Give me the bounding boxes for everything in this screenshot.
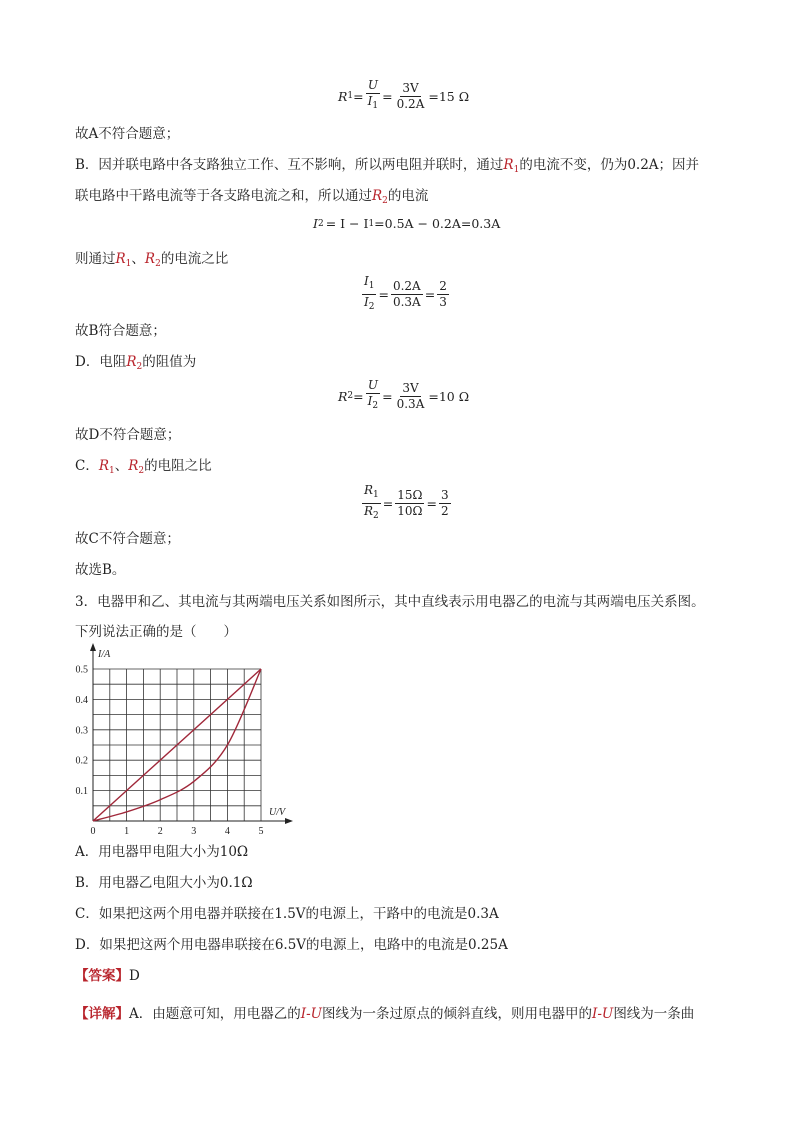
text: 的电流: [387, 188, 429, 204]
var: R: [372, 188, 383, 204]
fraction: [395, 381, 427, 412]
var: R: [98, 458, 110, 474]
var: R: [115, 251, 126, 267]
text: 、: [131, 251, 145, 267]
answer-value: D: [129, 968, 140, 984]
equation-resistance-ratio: $\frac{R_1}{R_2}$ = $\frac{15\Omega}{10\Omega}$ = $\frac{3}{2}$: [360, 483, 453, 524]
frac-den: 0.3A: [396, 396, 425, 411]
x-tick-label: 0: [90, 826, 96, 837]
y-axis-label: I/A: [98, 649, 111, 660]
var-sub: 2: [138, 466, 145, 476]
var-sub: 1: [109, 466, 115, 476]
fraction: [395, 488, 424, 519]
var: R: [144, 251, 156, 267]
var: R: [128, 458, 139, 474]
paragraph-b-line2: [75, 186, 428, 211]
frac-den: 0.3A: [392, 295, 421, 309]
text-choose-b: 故选B。: [75, 562, 126, 578]
text: 的电流不变，仍为0.2A；因并: [519, 157, 700, 173]
text: 图线为一条过原点的倾斜直线，则用电器甲的: [322, 1006, 593, 1022]
answer-line: [75, 966, 140, 986]
eq-sub: 2: [347, 391, 354, 401]
frac-num: U: [367, 378, 378, 392]
frac-num: 2: [439, 279, 447, 293]
var: R: [503, 157, 514, 173]
paragraph-d: [75, 352, 196, 377]
paragraph-c: [75, 456, 212, 481]
fraction: [395, 81, 427, 112]
detail-line: [75, 1004, 694, 1024]
eq-rest: =0.5A − 0.2A=0.3A: [374, 216, 501, 231]
var-sub: 1: [125, 259, 132, 269]
option-a: A．用电器甲电阻大小为10Ω: [75, 844, 249, 860]
detail-label: 【详解】: [75, 1006, 129, 1022]
question-3-line2: 下列说法正确的是（ ）: [75, 624, 237, 640]
frac-num: U: [367, 78, 378, 92]
frac-num: 15Ω: [397, 488, 423, 502]
fraction: [366, 78, 380, 114]
x-tick-label: 1: [124, 826, 130, 837]
fraction: [362, 274, 376, 315]
question-3-line1: 3．电器甲和乙、其电流与其两端电压关系如图所示，其中直线表示用电器乙的电流与其两端电压关系图。: [75, 594, 705, 610]
eq-var: R: [338, 388, 348, 404]
frac-num: 3V: [402, 380, 419, 395]
fraction: [437, 279, 449, 310]
text-a-not-match: 故A不符合题意；: [75, 126, 180, 142]
frac-den: R: [364, 504, 374, 518]
iu-term: I-U: [592, 1006, 614, 1022]
x-tick-label: 2: [157, 826, 163, 837]
eq-sub: 2: [372, 401, 379, 411]
text: 图线为一条曲: [613, 1006, 695, 1022]
equation-current-ratio: $\frac{I_1}{I_2}$ = $\frac{0.2A}{0.3A}$ = $\frac{2}{3}$: [360, 274, 451, 315]
equation-r1: R 1 = $\frac{U}{I_1}$ = $\frac{3V}{0.2A}$ = 15 Ω: [338, 78, 469, 114]
text: 的电阻之比: [144, 458, 212, 474]
option-d: D．如果把这两个用电器串联接在6.5V的电源上，电路中的电流是0.25A: [75, 937, 508, 953]
eq-sub: 2: [317, 218, 324, 229]
frac-num: I: [364, 274, 369, 288]
frac-den: I: [367, 94, 373, 108]
text: C．: [75, 458, 99, 474]
var-sub: 2: [382, 196, 388, 206]
text-b-match: 故B符合题意；: [75, 323, 166, 339]
frac-den: 3: [439, 295, 447, 309]
var-sub: 2: [155, 259, 161, 269]
x-axis-arrow: [285, 818, 293, 824]
var-sub: 1: [513, 165, 520, 175]
fraction: [391, 279, 423, 310]
text: A．由题意可知，用电器乙的: [129, 1006, 301, 1022]
eq-sub: 1: [368, 281, 375, 291]
y-tick-label: 0.5: [75, 664, 88, 676]
equation-r2: R 2 = $\frac{U}{I_2}$ = $\frac{3V}{0.3A}$ = 10 Ω: [338, 378, 469, 414]
eq-result: 15 Ω: [438, 88, 470, 104]
frac-den: 0.2A: [396, 96, 425, 111]
eq-var: I: [313, 216, 318, 231]
eq-result: 10 Ω: [438, 388, 470, 404]
fraction: [439, 488, 451, 519]
eq-sub: 1: [372, 101, 379, 111]
frac-den: I: [367, 394, 373, 408]
eq-sub: 1: [368, 218, 375, 229]
equation-i2: [313, 216, 500, 231]
text: 联电路中干路电流等于各支路电流之和，所以通过: [75, 188, 372, 204]
paragraph-current-ratio: [75, 249, 228, 274]
paragraph-b-line1: [75, 155, 699, 180]
y-tick-label: 0.3: [75, 725, 88, 737]
text-c-not-match: 故C不符合题意；: [75, 531, 180, 547]
frac-num: 3: [440, 488, 449, 502]
eq-sub: 2: [373, 511, 379, 521]
x-tick-label: 4: [224, 826, 230, 837]
text: 的阻值为: [142, 354, 197, 370]
eq-var: R: [338, 88, 348, 104]
frac-den: 10Ω: [397, 504, 423, 518]
text: 的电流之比: [160, 251, 229, 267]
eq-sign: =: [353, 88, 364, 104]
var-sub: 2: [136, 362, 143, 372]
text: B．因并联电路中各支路独立工作、互不影响，所以两电阻并联时，通过: [75, 157, 504, 173]
answer-label: 【答案】: [75, 968, 129, 984]
frac-den: I: [364, 295, 369, 309]
y-tick-label: 0.1: [75, 786, 88, 798]
frac-num: 0.2A: [392, 279, 421, 293]
y-tick-label: 0.2: [75, 755, 88, 767]
iu-chart: [70, 643, 300, 843]
frac-num: 3V: [402, 80, 419, 95]
text: 、: [114, 458, 129, 474]
eq-sub: 1: [347, 91, 354, 101]
option-b: B．用电器乙电阻大小为0.1Ω: [75, 875, 253, 891]
eq-sub: 1: [373, 490, 379, 500]
option-c: C．如果把这两个用电器并联接在1.5V的电源上，干路中的电流是0.3A: [75, 906, 499, 922]
y-axis-arrow: [90, 643, 96, 651]
y-tick-label: 0.4: [75, 694, 88, 706]
x-tick-label: 5: [258, 826, 264, 837]
iu-term: I-U: [300, 1006, 323, 1022]
x-tick-label: 3: [191, 826, 197, 837]
text: D．电阻: [75, 354, 127, 370]
frac-num: R: [364, 483, 374, 497]
var: R: [126, 354, 137, 370]
fraction: [366, 378, 380, 414]
eq-sub: 2: [368, 302, 375, 312]
text-d-not-match: 故D不符合题意；: [75, 427, 181, 443]
x-axis-label: U/V: [269, 807, 286, 818]
eq-mid: = I − I: [325, 216, 369, 231]
text: 则通过: [75, 251, 116, 267]
fraction: [362, 483, 381, 524]
frac-den: 2: [440, 504, 449, 518]
